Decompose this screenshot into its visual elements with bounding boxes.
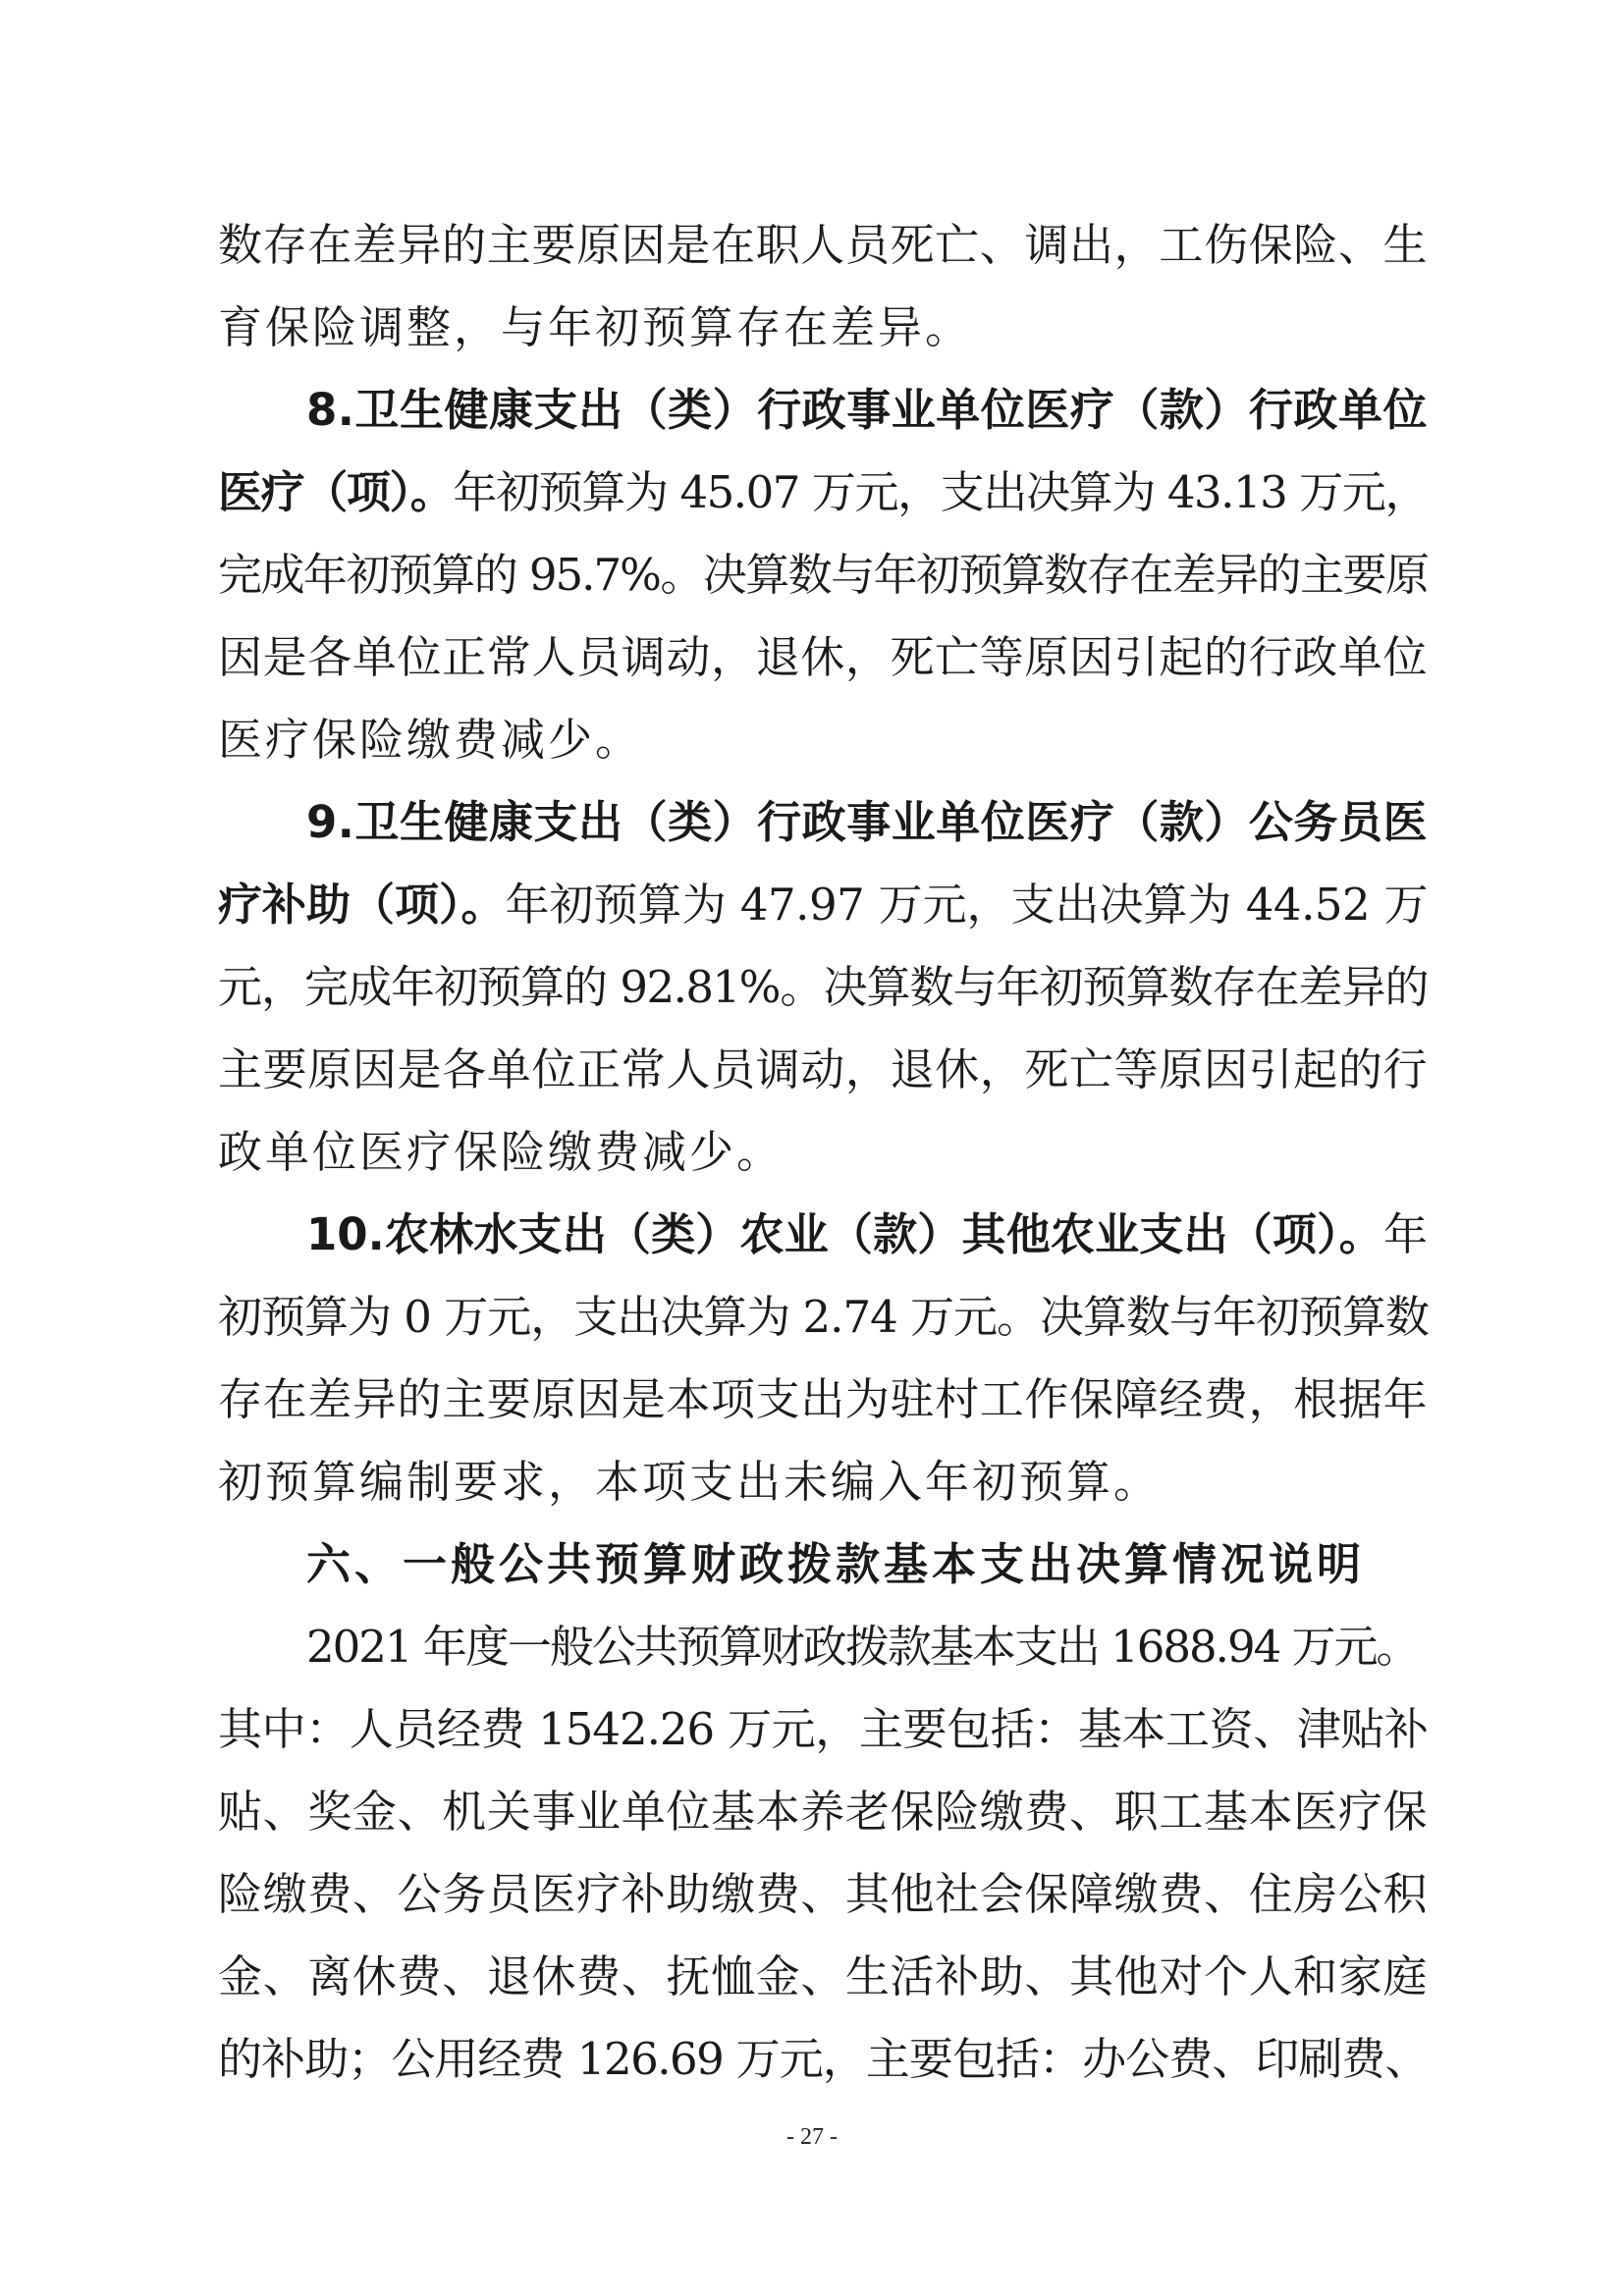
text-line: 险缴费、公务员医疗补助缴费、其他社会保障缴费、住房公积	[218, 1868, 1428, 1920]
text-line: 因是各单位正常人员调动，退休，死亡等原因引起的行政单位	[218, 631, 1428, 683]
text-line: 完成年初预算的 95.7%。决算数与年初预算数存在差异的主要原	[218, 549, 1428, 601]
text-line: 金、离休费、退休费、抚恤金、生活补助、其他对个人和家庭	[218, 1950, 1428, 2002]
text-line: 存在差异的主要原因是本项支出为驻村工作保障经费，根据年	[218, 1373, 1428, 1425]
text-line: 贴、奖金、机关事业单位基本养老保险缴费、职工基本医疗保	[218, 1786, 1428, 1838]
item-heading: 9.卫生健康支出（类）行政事业单位医疗（款）公务员医	[306, 796, 1428, 848]
text-line: 政单位医疗保险缴费减少。	[218, 1126, 785, 1178]
item-heading: 8.卫生健康支出（类）行政事业单位医疗（款）行政单位	[306, 384, 1428, 436]
text-line: 主要原因是各单位正常人员调动，退休，死亡等原因引起的行	[218, 1043, 1428, 1095]
text-line: 初预算为 0 万元，支出决算为 2.74 万元。决算数与年初预算数	[218, 1291, 1430, 1343]
text-line: 的补助；公用经费 126.69 万元，主要包括：办公费、印刷费、	[218, 2033, 1428, 2085]
text-line: 其中：人员经费 1542.26 万元，主要包括：基本工资、津贴补	[218, 1703, 1428, 1755]
section-heading: 六、一般公共预算财政拨款基本支出决算情况说明	[306, 1538, 1366, 1590]
text-line: 疗补助（项）。年初预算为 47.97 万元，支出决算为 44.52 万	[218, 879, 1428, 931]
text-line: 数存在差异的主要原因是在职人员死亡、调出，工伤保险、生	[218, 219, 1428, 271]
text-line: 医疗保险缴费减少。	[218, 714, 643, 766]
page-number: - 27 -	[786, 2124, 838, 2150]
text-line: 初预算编制要求，本项支出未编入年初预算。	[218, 1456, 1162, 1508]
text-line: 育保险调整，与年初预算存在差异。	[218, 301, 973, 353]
text-line: 2021 年度一般公共预算财政拨款基本支出 1688.94 万元。	[306, 1621, 1419, 1673]
text-line: 元，完成年初预算的 92.81%。决算数与年初预算数存在差异的	[218, 961, 1428, 1013]
text-line: 医疗（项）。年初预算为 45.07 万元，支出决算为 43.13 万元，	[218, 466, 1428, 518]
item-heading: 10.农林水支出（类）农业（款）其他农业支出（项）。年	[306, 1208, 1428, 1260]
